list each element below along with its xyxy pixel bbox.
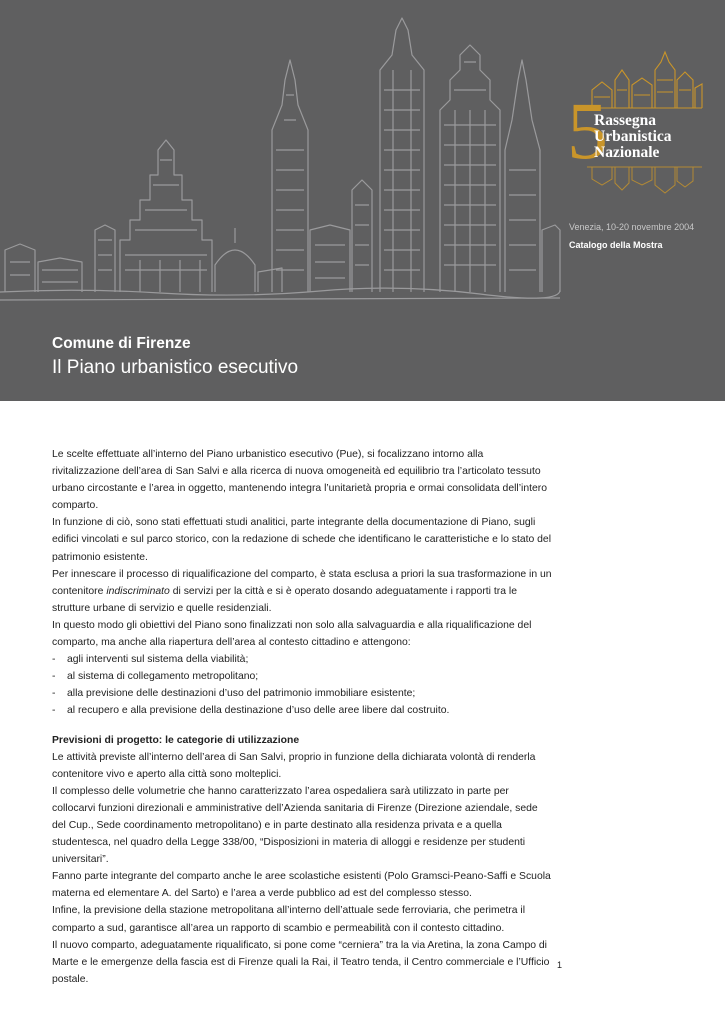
section-paragraph-1: Le attività previste all’interno dell’area di San Salvi, proprio in funzione della dichiarata volontà di renderla contenitore vivo e aperto alla città sono molteplici.	[52, 751, 536, 780]
section-paragraph-2: Il complesso delle volumetrie che hanno caratterizzato l’area ospedaliera sarà utilizzato in parte per collocarvi funzioni direzionali e amministrative dell’Azienda sanitaria di Firenze (Direzione aziendale, sede del Cup., Sede coordinamento metropolitano) e in parte destinato alla residenza privata e a quella studentesca, nel quadro della Legge 338/00, “Disposizioni in materia di alloggi e residenze per studenti universitari”.	[52, 785, 538, 866]
paragraph-3-text-a: Per innescare il processo di riqualificazione del comparto, è stata esclusa a priori la sua trasformazione in un contenitore	[52, 568, 552, 597]
golden-reflection-icon	[567, 165, 707, 195]
rassegna-logo	[567, 50, 707, 200]
list-item	[52, 668, 552, 685]
paragraph-1: Le scelte effettuate all’interno del Piano urbanistico esecutivo (Pue), si focalizzano intorno alla rivitalizzazione dell’area di San Salvi e alla ricerca di nuova omogeneità ed equilibrio tra l’articolato tessuto urbano circostante e l’area in oggetto, mantenendo integra l’unitarietà propria e ormai consolidata dell’intero comparto.	[52, 449, 548, 512]
paragraph-3	[52, 566, 552, 617]
section-heading: Previsioni di progetto: le categorie di utilizzazione	[52, 734, 300, 746]
paragraph-3-text-b: di servizi per la città e si è operato dosando adeguatamente i rapporti tra le strutture urbane di servizio e quelle residenziali.	[52, 585, 517, 614]
list-item	[52, 685, 552, 702]
section-paragraph-5: Il nuovo comparto, adeguatamente riqualificato, si pone come “cerniera” tra la via Aretina, la zona Campo di Marte e le emergenze della fascia est di Firenze quali la Rai, il Teatro tenda, il Centro commerciale e l’Ufficio postale.	[52, 939, 550, 985]
page-number: 1	[557, 960, 563, 970]
comune-heading: Comune di Firenze	[52, 335, 191, 352]
list-item	[52, 702, 552, 719]
bullet-text: al recupero e alla previsione della destinazione d’uso delle aree libere dal costruito.	[67, 705, 450, 717]
header-banner	[0, 0, 725, 401]
logo-line-1: Rassegna	[594, 112, 657, 129]
bullet-text: agli interventi sul sistema della viabilità;	[67, 654, 249, 666]
document-body	[52, 446, 552, 988]
paragraph-4: In questo modo gli obiettivi del Piano sono finalizzati non solo alla salvaguardia e alla riqualificazione del comparto, ma anche alla riapertura dell’area al contesto cittadino e attengono:	[52, 619, 532, 649]
paragraph-2: In funzione di ciò, sono stati effettuati studi analitici, parte integrante della documentazione di Piano, sugli edifici vincolati e sul parco storico, con la redazione di schede che identificano le caratteristiche e lo stato del patrimonio esistente.	[52, 517, 552, 563]
section-paragraph-4: Infine, la previsione della stazione metropolitana all’interno dell’attuale sede ferroviaria, che perimetra il comparto a sud, garantisce all’area un rapporto di scambio e permeabilità con il contesto cittadino.	[52, 905, 526, 934]
bullet-dash: -	[52, 654, 56, 666]
bullet-dash: -	[52, 705, 56, 717]
section-paragraph-3: Fanno parte integrante del comparto anche le aree scolastiche esistenti (Polo Gramsci-Peano-Saffi e Scuola materna ed elementare A. del Sarto) e l’area a verde pubblico ad est del complesso stesso.	[52, 871, 551, 900]
event-date: Venezia, 10-20 novembre 2004	[569, 222, 695, 232]
paragraph-3-italic: indiscriminato	[106, 585, 170, 597]
list-item	[52, 651, 552, 668]
bullet-text: al sistema di collegamento metropolitano;	[67, 671, 259, 683]
bullet-dash: -	[52, 671, 56, 683]
catalog-label: Catalogo della Mostra	[569, 240, 663, 250]
bullet-dash: -	[52, 688, 56, 700]
page-title: Il Piano urbanistico esecutivo	[52, 357, 299, 378]
logo-number: 5	[567, 85, 608, 176]
logo-line-3: Nazionale	[594, 144, 660, 161]
logo-line-2: Urbanistica	[594, 128, 672, 145]
bullet-text: alla previsione delle destinazioni d’uso del patrimonio immobiliare esistente;	[67, 688, 416, 700]
